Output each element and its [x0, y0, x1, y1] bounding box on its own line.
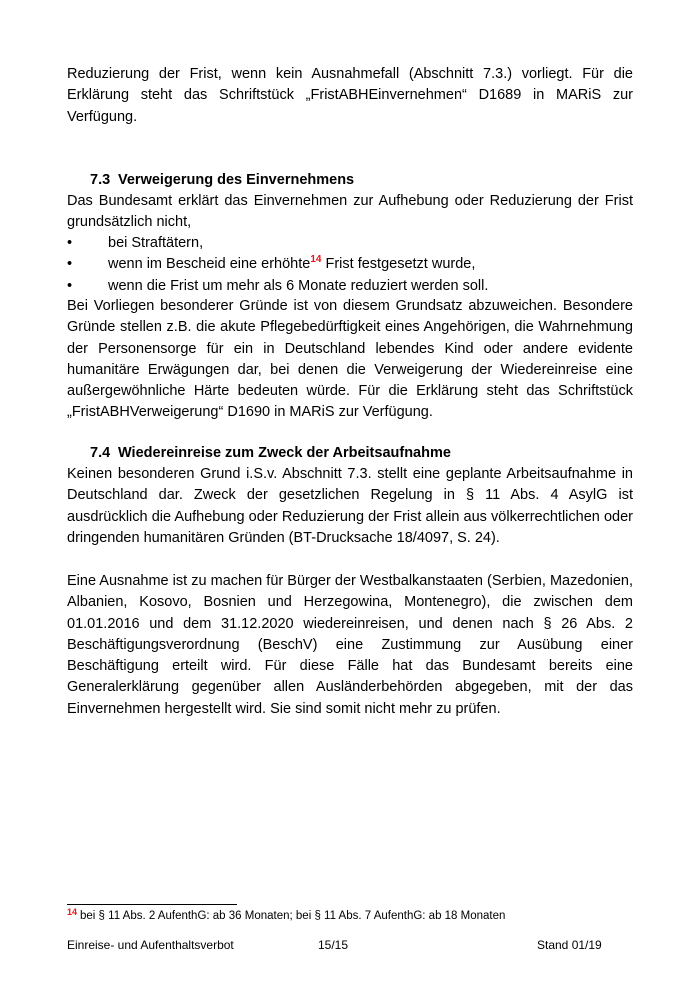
intro-paragraph: Reduzierung der Frist, wenn kein Ausnahmefall (Abschnitt 7.3.) vorliegt. Für die Erklärung steht das Schriftstück „FristABHEinvernehmen“ D1689 in MARiS zur Verfügung. — [67, 66, 633, 125]
footer-title: Einreise- und Aufenthaltsverbot — [67, 938, 234, 952]
bullet-icon: • — [67, 256, 73, 273]
section-7-4-paragraph-1: Keinen besonderen Grund i.S.v. Abschnitt 7.3. stellt eine geplante Arbeitsaufnahme in Deutschland dar. Zweck der gesetzlichen Regelung in § 11 Abs. 4 AsylG ist ausdrücklich die Aufhebung oder Reduzierung der Frist allein aus völkerrechtlichen oder dringenden humanitären Gründen (BT-Drucksache 18/4097, S. 24). — [67, 466, 633, 546]
section-title: Verweigerung des Einvernehmens — [118, 172, 355, 188]
section-number: 7.3 — [90, 172, 111, 188]
section-heading-7-3 — [90, 170, 354, 190]
section-7-3-lead: Das Bundesamt erklärt das Einvernehmen zur Aufhebung oder Reduzierung der Frist grundsätzlich nicht, — [67, 193, 633, 231]
section-number: 7.4 — [90, 445, 111, 461]
list-item: • bei Straftätern, — [67, 233, 633, 254]
footnote-text: bei § 11 Abs. 2 AufenthG: ab 36 Monaten; bei § 11 Abs. 7 AufenthG: ab 18 Monaten — [80, 910, 506, 922]
section-7-4-paragraph-2: Eine Ausnahme ist zu machen für Bürger der Westbalkanstaaten (Serbien, Mazedonien, Albanien, Kosovo, Bosnien und Herzegowina, Montenegro), die zwischen dem 01.01.2016 und dem 31.12.2020 wiedereinreisen, und denen nach § 26 Abs. 2 Beschäftigungsverordnung (BeschV) eine Zustimmung zur Ausübung einer Beschäftigung erteilt wird. Für diese Fälle hat das Bundesamt bereits eine Generalerklärung gegenüber allen Ausländerbehörden abgegeben, mit der das Einvernehmen hergestellt wird. Sie sind somit nicht mehr zu prüfen. — [67, 573, 633, 717]
section-heading-7-4 — [90, 443, 451, 463]
footnote-divider — [67, 904, 237, 905]
footer-status: Stand 01/19 — [537, 938, 602, 952]
section-7-3-paragraph: Bei Vorliegen besonderer Gründe ist von diesem Grundsatz abzuweichen. Besondere Gründe stellen z.B. die akute Pflegebedürftigkeit eines Angehörigen, die Wahrnehmung der Personensorge für ein in Deutschland lebendes Kind oder andere evidente humanitäre Erwägungen dar, bei denen die Verweigerung der Wiedereinreise eine außergewöhnliche Härte bedeuten würde. Für die Erklärung steht das Schriftstück „FristABHVerweigerung“ D1690 in MARiS zur Verfügung. — [67, 298, 633, 421]
footnote — [67, 908, 505, 924]
footnote-number: 14 — [67, 907, 78, 917]
bullet-icon: • — [67, 277, 73, 294]
section-title: Wiedereinreise zum Zweck der Arbeitsaufnahme — [118, 445, 451, 461]
exception-list — [67, 233, 633, 297]
list-item: • wenn im Bescheid eine erhöhte$^{14}$ Frist festgesetzt wurde, — [67, 254, 633, 275]
footnote-ref[interactable]: 14 — [310, 254, 322, 266]
page-number: 15/15 — [318, 938, 349, 952]
list-item: • wenn die Frist um mehr als 6 Monate reduziert werden soll. — [67, 276, 633, 297]
bullet-icon: • — [67, 235, 73, 251]
